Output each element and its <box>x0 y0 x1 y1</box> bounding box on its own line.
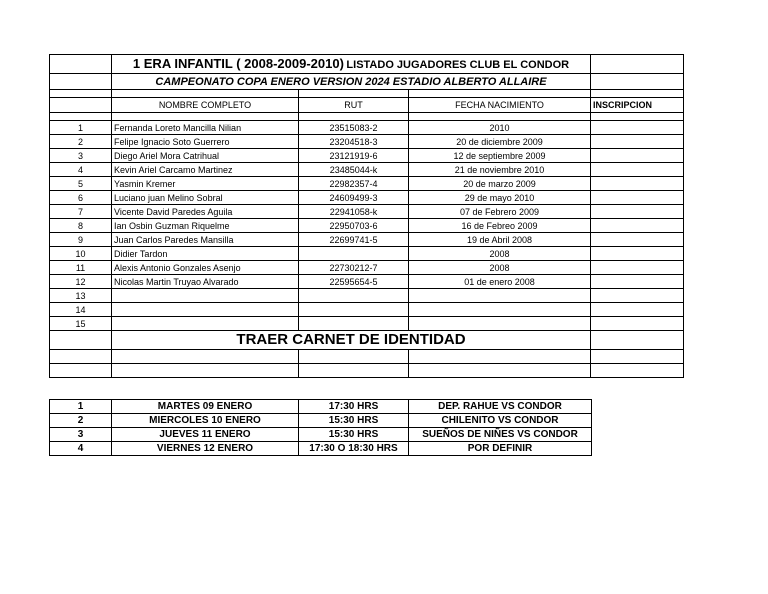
player-name: Vicente David Paredes Aguila <box>112 205 299 219</box>
match-row <box>50 428 592 442</box>
roster-table <box>49 54 684 378</box>
note-row <box>50 331 684 350</box>
spacer-row <box>50 90 684 98</box>
page-subtitle: CAMPEONATO COPA ENERO VERSION 2024 ESTADIO ALBERTO ALLAIRE <box>112 74 591 90</box>
player-inscription <box>591 275 684 289</box>
match-teams: POR DEFINIR <box>409 442 592 456</box>
player-birth-date: 20 de diciembre 2009 <box>409 135 591 149</box>
player-rut <box>299 247 409 261</box>
empty-cell <box>299 350 409 364</box>
match-teams: SUEÑOS DE NIÑES VS CONDOR <box>409 428 592 442</box>
match-number: 2 <box>50 414 112 428</box>
player-birth-date: 2008 <box>409 247 591 261</box>
player-inscription <box>591 205 684 219</box>
player-inscription <box>591 163 684 177</box>
player-number: 12 <box>50 275 112 289</box>
player-name <box>112 303 299 317</box>
player-rut: 24609499-3 <box>299 191 409 205</box>
player-rut <box>299 303 409 317</box>
player-name: Alexis Antonio Gonzales Asenjo <box>112 261 299 275</box>
player-name: Felipe Ignacio Soto Guerrero <box>112 135 299 149</box>
match-teams: CHILENITO VS CONDOR <box>409 414 592 428</box>
schedule-table <box>49 399 592 456</box>
player-row <box>50 135 684 149</box>
player-inscription <box>591 303 684 317</box>
player-number: 6 <box>50 191 112 205</box>
empty-cell <box>112 364 299 378</box>
player-inscription <box>591 261 684 275</box>
match-number: 4 <box>50 442 112 456</box>
player-name: Diego Ariel Mora Catrihual <box>112 149 299 163</box>
player-birth-date: 19 de Abril 2008 <box>409 233 591 247</box>
player-rut: 23515083-2 <box>299 121 409 135</box>
col-header-birth: FECHA NACIMIENTO <box>409 98 591 113</box>
player-rut: 22982357-4 <box>299 177 409 191</box>
title-rest: LISTADO JUGADORES CLUB EL CONDOR <box>346 58 570 71</box>
empty-cell <box>591 364 684 378</box>
match-time: 15:30 HRS <box>299 428 409 442</box>
player-birth-date <box>409 289 591 303</box>
player-inscription <box>591 219 684 233</box>
match-teams: DEP. RAHUE VS CONDOR <box>409 400 592 414</box>
player-number: 11 <box>50 261 112 275</box>
player-rut <box>299 289 409 303</box>
empty-row <box>50 350 684 364</box>
player-number: 4 <box>50 163 112 177</box>
player-birth-date: 20 de marzo 2009 <box>409 177 591 191</box>
player-inscription <box>591 135 684 149</box>
match-time: 17:30 HRS <box>299 400 409 414</box>
player-row <box>50 289 684 303</box>
player-name <box>112 317 299 331</box>
player-number: 3 <box>50 149 112 163</box>
player-rut: 22595654-5 <box>299 275 409 289</box>
player-row <box>50 177 684 191</box>
match-row <box>50 414 592 428</box>
player-row <box>50 233 684 247</box>
player-row <box>50 303 684 317</box>
player-birth-date: 16 de Febreo 2009 <box>409 219 591 233</box>
player-birth-date: 2010 <box>409 121 591 135</box>
player-inscription <box>591 149 684 163</box>
player-row <box>50 121 684 135</box>
player-rut: 22950703-6 <box>299 219 409 233</box>
player-row <box>50 163 684 177</box>
id-card-note: TRAER CARNET DE IDENTIDAD <box>112 331 591 350</box>
col-header-rut: RUT <box>299 98 409 113</box>
player-number: 14 <box>50 303 112 317</box>
player-inscription <box>591 233 684 247</box>
col-header-inscription: INSCRIPCION <box>591 98 684 113</box>
column-header-row <box>50 98 684 113</box>
player-name <box>112 289 299 303</box>
match-row <box>50 442 592 456</box>
player-number: 5 <box>50 177 112 191</box>
player-number: 9 <box>50 233 112 247</box>
match-time: 15:30 HRS <box>299 414 409 428</box>
match-time: 17:30 O 18:30 HRS <box>299 442 409 456</box>
spacer-row <box>50 113 684 121</box>
player-rut: 23121919-6 <box>299 149 409 163</box>
player-row <box>50 191 684 205</box>
note-left-cell <box>50 331 112 350</box>
player-number: 1 <box>50 121 112 135</box>
match-number: 3 <box>50 428 112 442</box>
match-row <box>50 400 592 414</box>
player-number: 15 <box>50 317 112 331</box>
empty-cell <box>50 350 112 364</box>
player-row <box>50 149 684 163</box>
note-right-cell <box>591 331 684 350</box>
player-rut <box>299 317 409 331</box>
player-inscription <box>591 247 684 261</box>
player-inscription <box>591 177 684 191</box>
player-birth-date: 01 de enero 2008 <box>409 275 591 289</box>
match-day: MIERCOLES 10 ENERO <box>112 414 299 428</box>
player-row <box>50 205 684 219</box>
player-row <box>50 317 684 331</box>
empty-cell <box>409 350 591 364</box>
player-birth-date: 29 de mayo 2010 <box>409 191 591 205</box>
col-header-name: NOMBRE COMPLETO <box>112 98 299 113</box>
player-name: Didier Tardon <box>112 247 299 261</box>
player-name: Luciano juan Melino Sobral <box>112 191 299 205</box>
title-row <box>50 55 684 74</box>
match-day: VIERNES 12 ENERO <box>112 442 299 456</box>
title-main: 1 ERA INFANTIL ( 2008-2009-2010) <box>132 55 344 71</box>
player-birth-date: 07 de Febrero 2009 <box>409 205 591 219</box>
match-day: JUEVES 11 ENERO <box>112 428 299 442</box>
schedule-body <box>50 400 592 456</box>
player-inscription <box>591 121 684 135</box>
player-row <box>50 219 684 233</box>
empty-cell <box>409 364 591 378</box>
empty-cell <box>50 364 112 378</box>
empty-row <box>50 364 684 378</box>
player-birth-date: 21 de noviembre 2010 <box>409 163 591 177</box>
player-name: Kevin Ariel Carcamo Martinez <box>112 163 299 177</box>
player-inscription <box>591 289 684 303</box>
player-number: 8 <box>50 219 112 233</box>
player-number: 13 <box>50 289 112 303</box>
player-name: Ian Osbin Guzman Riquelme <box>112 219 299 233</box>
empty-cell <box>591 350 684 364</box>
player-inscription <box>591 317 684 331</box>
player-rut: 23485044-k <box>299 163 409 177</box>
match-number: 1 <box>50 400 112 414</box>
empty-cell <box>112 350 299 364</box>
player-birth-date <box>409 303 591 317</box>
roster-body <box>50 55 684 378</box>
player-name: Fernanda Loreto Mancilla Nilian <box>112 121 299 135</box>
player-rut: 22699741-5 <box>299 233 409 247</box>
player-number: 10 <box>50 247 112 261</box>
player-rut: 22730212-7 <box>299 261 409 275</box>
player-row <box>50 247 684 261</box>
match-day: MARTES 09 ENERO <box>112 400 299 414</box>
player-birth-date: 12 de septiembre 2009 <box>409 149 591 163</box>
player-name: Juan Carlos Paredes Mansilla <box>112 233 299 247</box>
player-name: Nicolas Martin Truyao Alvarado <box>112 275 299 289</box>
player-rut: 23204518-3 <box>299 135 409 149</box>
player-number: 2 <box>50 135 112 149</box>
empty-cell <box>299 364 409 378</box>
player-name: Yasmin Kremer <box>112 177 299 191</box>
player-birth-date: 2008 <box>409 261 591 275</box>
page-title <box>112 55 591 74</box>
player-number: 7 <box>50 205 112 219</box>
player-row <box>50 261 684 275</box>
player-rut: 22941058-k <box>299 205 409 219</box>
subtitle-row <box>50 74 684 90</box>
player-birth-date <box>409 317 591 331</box>
player-row <box>50 275 684 289</box>
player-inscription <box>591 191 684 205</box>
